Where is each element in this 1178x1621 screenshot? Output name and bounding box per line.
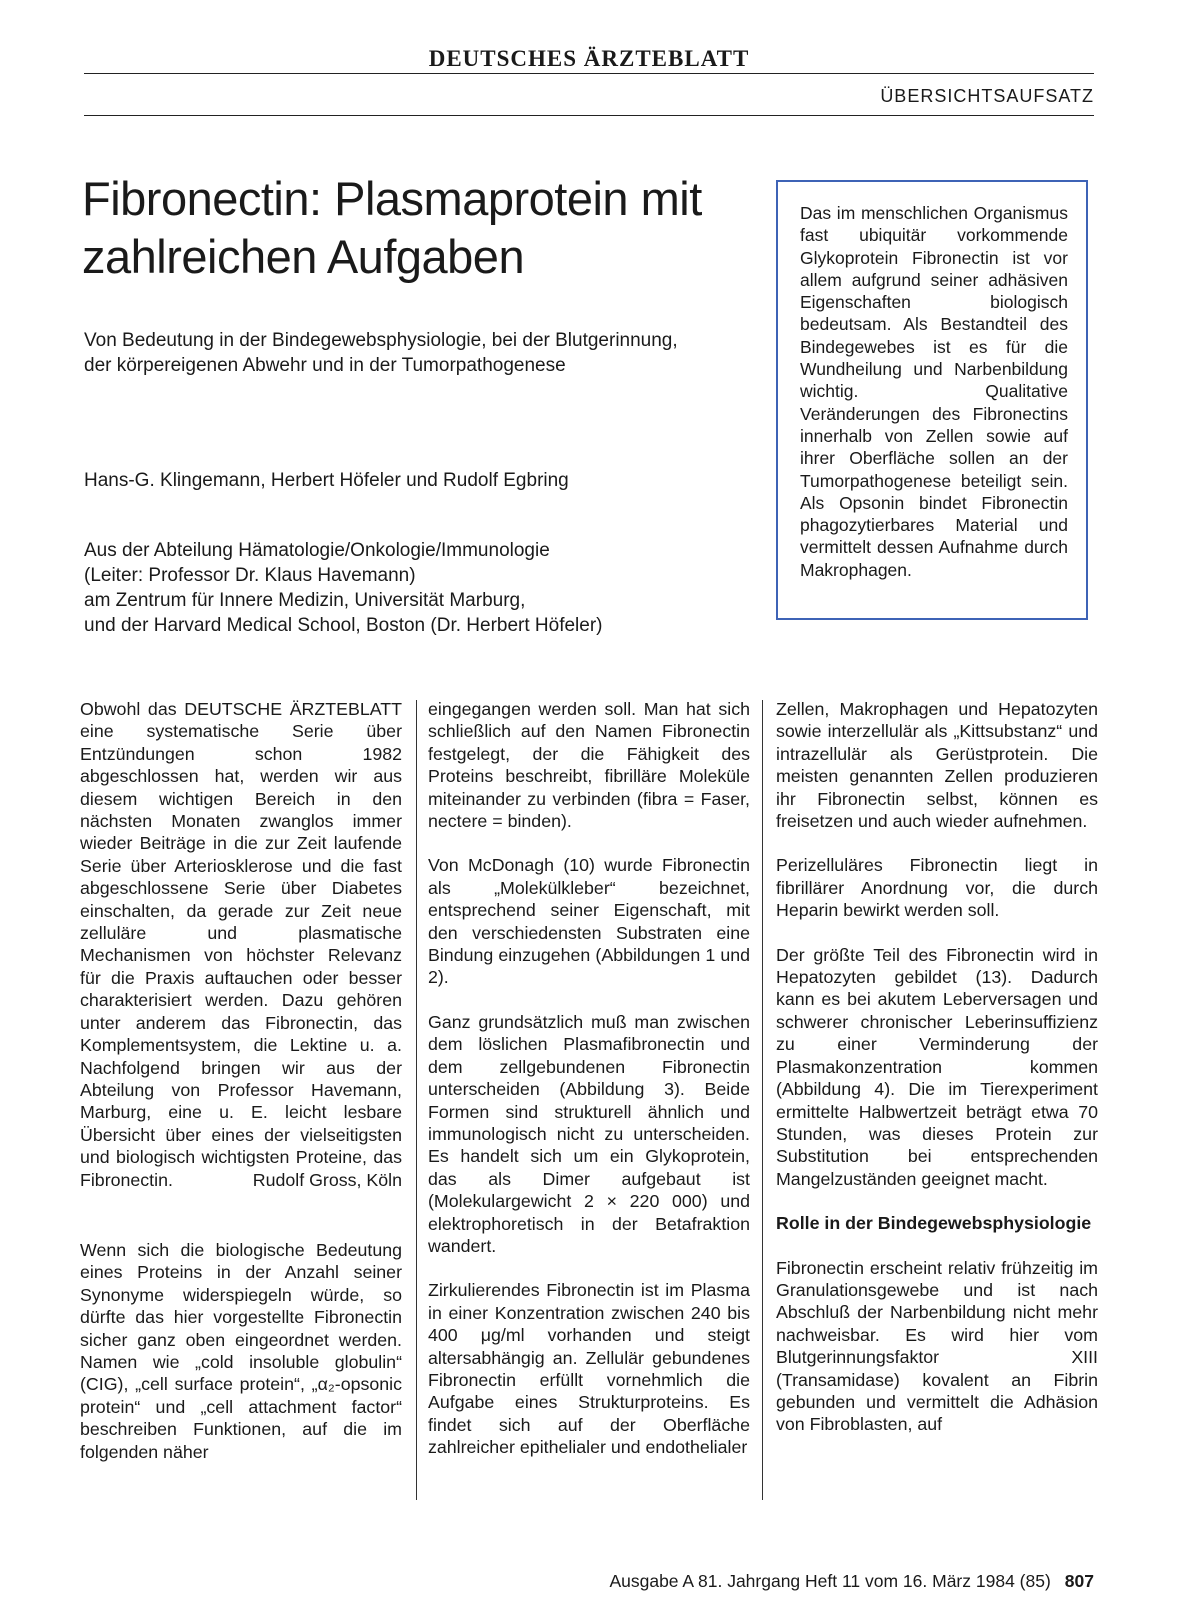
section-label: ÜBERSICHTSAUFSATZ [880, 86, 1094, 106]
column-divider [762, 700, 763, 1500]
editorial-intro-text: Obwohl das DEUTSCHE ÄRZTEBLATT eine systematische Serie über Entzündungen schon 1982 abgeschlossen hat, werden wir aus diesem wichtigen Bereich in den nächsten Monaten zwanglos immer wieder Beiträge in die zur Zeit laufende Serie über Arteriosklerose und die fast abgeschlossene Serie über Diabetes einschalten, da gerade zur Zeit neue zelluläre und plasmatische Mechanismen von höchster Relevanz für die Praxis auftauchen oder besser charakterisiert werden. Dazu gehören unter anderem das Fibronectin, das Komplementsystem, die Lektine u. a. Nachfolgend bringen wir aus der Abteilung von Professor Havemann, Marburg, eine u. E. leicht lesbare Übersicht über eines der vielseitigsten und biologisch wichtigsten Proteine, das Fibronectin. [80, 699, 402, 1190]
paragraph: Perizelluläres Fibronectin liegt in fibrillärer Anordnung vor, die durch Heparin bewirkt werden soll. [776, 855, 1098, 921]
page-number: 807 [1064, 1571, 1094, 1591]
paragraph: Von McDonagh (10) wurde Fibronectin als „Molekülkleber“ bezeichnet, entsprechend seiner Eigenschaft, mit den verschiedensten Substraten eine Bindung einzugehen (Abbildungen 1 und 2). [428, 855, 750, 988]
column-divider [416, 700, 417, 1500]
paragraph: Ganz grundsätzlich muß man zwischen dem löslichen Plasmafibronectin und dem zellgebundenen Fibronectin unterscheiden (Abbildung 3). Beide Formen sind strukturell ähnlich und immunologisch nicht zu unterscheiden. Es handelt sich um ein Glykoprotein, das als Dimer aufgebaut ist (Molekulargewicht 2 × 220 000) und elektrophoretisch in der Betafraktion wandert. [428, 1011, 750, 1256]
affiliation-line: (Leiter: Professor Dr. Klaus Havemann) [84, 565, 416, 586]
article-title: Fibronectin: Plasmaprotein mit zahlreichen Aufgaben [82, 172, 702, 283]
article-subtitle: Von Bedeutung in der Bindegewebsphysiologie, bei der Blutgerinnung, der körpereigenen Abwehr und in der Tumorpathogenese [84, 330, 678, 376]
paragraph: eingegangen werden soll. Man hat sich schließlich auf den Namen Fibronectin festgelegt, der die Fähigkeit des Proteins beschreibt, fibrilläre Moleküle miteinander zu verbinden (fibra = Faser, nectere = binden). [428, 699, 750, 832]
header-rule-bottom [84, 115, 1094, 116]
paragraph: Wenn sich die biologische Bedeutung eines Proteins in der Anzahl seiner Synonyme widerspiegeln würde, so dürfte das hier vorgestellte Fibronectin sicher ganz oben eingeordnet werden. Namen wie „cold insoluble globulin“ (CIG), „cell surface protein“, „α₂-opsonic protein“ und „cell attachment factor“ beschreiben Funktionen, auf die im folgenden näher [80, 1239, 402, 1462]
affiliation-line: und der Harvard Medical School, Boston (Dr. Herbert Höfeler) [84, 615, 603, 636]
paragraph: Zirkulierendes Fibronectin ist im Plasma in einer Konzentration zwischen 240 bis 400 μg/ml vorhanden und steigt altersabhängig an. Zellulär gebundenes Fibronectin erfüllt vornehmlich die Aufgabe eines Strukturproteins. Es findet sich auf der Oberfläche zahlreicher epithelialer und endothelialer [428, 1280, 750, 1458]
editorial-intro [80, 698, 402, 1191]
article-affiliation [84, 538, 734, 638]
summary-box: Das im menschlichen Organismus fast ubiquitär vorkommende Glykoprotein Fibronectin ist vor allem aufgrund seiner adhäsiven Eigenschaften biologisch bedeutsam. Als Bestandteil des Bindegewebes ist es für die Wundheilung und Narbenbildung wichtig. Qualitative Veränderungen des Fibronectins innerhalb von Zellen sowie auf ihrer Oberfläche sollen an der Tumorpathogenese beteiligt sein. Als Opsonin bindet Fibronectin phagozytierbares Material und vermittelt dessen Aufnahme durch Makrophagen. [776, 180, 1088, 620]
article-authors: Hans-G. Klingemann, Herbert Höfeler und Rudolf Egbring [84, 470, 569, 491]
paragraph: Fibronectin erscheint relativ frühzeitig im Granulationsgewebe und ist nach Abschluß der Narbenbildung nicht mehr nachweisbar. Es wird hier vom Blutgerinnungsfaktor XIII (Transamidase) kovalent an Fibrin gebunden und vermittelt die Adhäsion von Fibroblasten, auf [776, 1257, 1098, 1435]
affiliation-line: am Zentrum für Innere Medizin, Universität Marburg, [84, 590, 526, 611]
issue-citation: Ausgabe A 81. Jahrgang Heft 11 vom 16. März 1984 (85) [609, 1571, 1051, 1591]
paragraph: Zellen, Makrophagen und Hepatozyten sowie interzellulär als „Kittsubstanz“ und intrazellulär als Gerüstprotein. Die meisten genannten Zellen produzieren ihr Fibronectin selbst, können es freisetzen und auch wieder aufnehmen. [776, 699, 1098, 832]
page-footer [530, 1571, 1094, 1592]
body-column-2 [428, 698, 750, 1481]
affiliation-line: Aus der Abteilung Hämatologie/Onkologie/Immunologie [84, 540, 550, 561]
header-rule-top [84, 73, 1094, 74]
paragraph: Der größte Teil des Fibronectin wird in Hepatozyten gebildet (13). Dadurch kann es bei akutem Leberversagen und schwerer chronischer Leberinsuffizienz zu einer Verminderung der Plasmakonzentration kommen (Abbildung 4). Die im Tierexperiment ermittelte Halbwertzeit beträgt etwa 70 Stunden, was dieses Protein zur Substitution bei entsprechenden Mangelzuständen geeignet macht. [776, 944, 1098, 1189]
body-column-1 [80, 698, 402, 1485]
body-column-3 [776, 698, 1098, 1458]
editorial-signature: Rudolf Gross, Köln [252, 1169, 402, 1190]
section-heading: Rolle in der Bindegewebsphysiologie [776, 1213, 1092, 1234]
journal-masthead: DEUTSCHES ÄRZTEBLATT [428, 46, 750, 71]
